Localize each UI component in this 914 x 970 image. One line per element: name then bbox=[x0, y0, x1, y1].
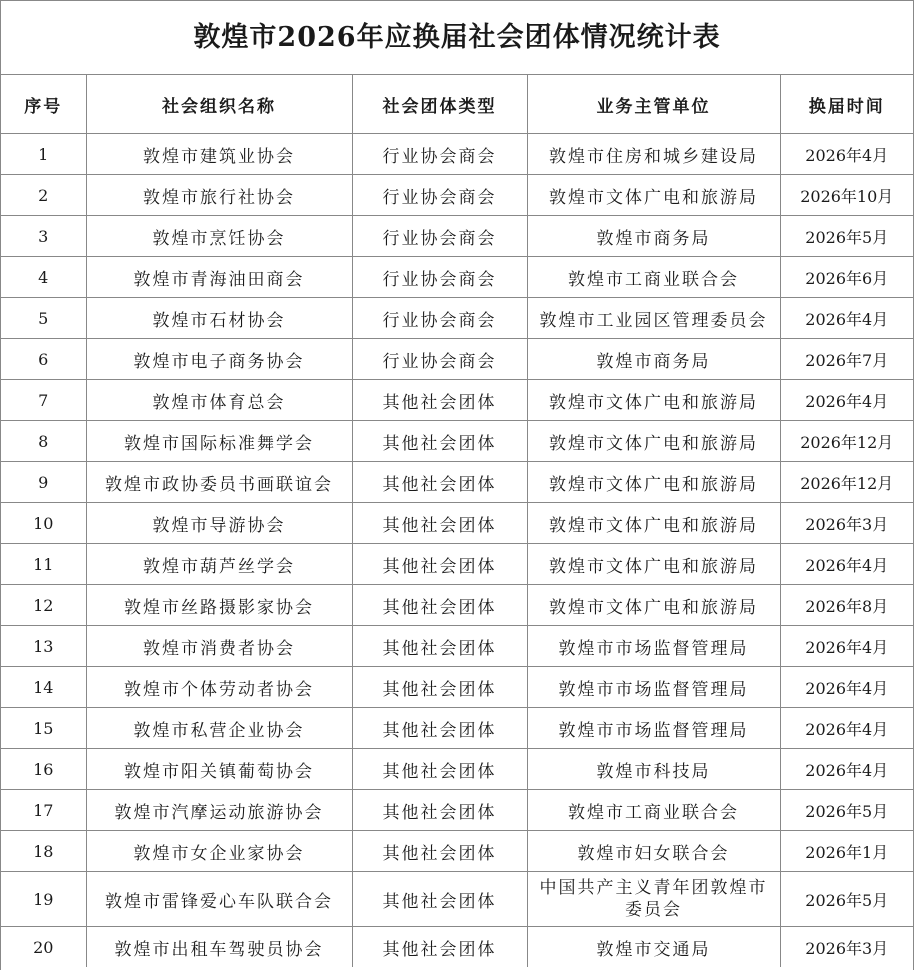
row-index-cell: 5 bbox=[1, 298, 86, 339]
row-authority-cell: 敦煌市商务局 bbox=[527, 216, 780, 257]
row-time-cell: 2026年3月 bbox=[780, 503, 913, 544]
row-authority-cell: 敦煌市工商业联合会 bbox=[527, 257, 780, 298]
table-row bbox=[1, 790, 913, 831]
row-name-cell: 敦煌市政协委员书画联谊会 bbox=[86, 462, 352, 503]
row-type-cell: 行业协会商会 bbox=[352, 257, 527, 298]
table-body bbox=[1, 134, 913, 968]
row-time-cell: 2026年4月 bbox=[780, 298, 913, 339]
row-type-cell: 行业协会商会 bbox=[352, 298, 527, 339]
page-title: 敦煌市2026年应换届社会团体情况统计表 bbox=[1, 1, 913, 75]
row-type-cell: 其他社会团体 bbox=[352, 585, 527, 626]
table-row bbox=[1, 257, 913, 298]
table-row bbox=[1, 380, 913, 421]
row-type-cell: 其他社会团体 bbox=[352, 421, 527, 462]
row-type-cell: 行业协会商会 bbox=[352, 216, 527, 257]
row-name-cell: 敦煌市消费者协会 bbox=[86, 626, 352, 667]
row-time-cell: 2026年6月 bbox=[780, 257, 913, 298]
row-time-cell: 2026年4月 bbox=[780, 626, 913, 667]
row-authority-cell: 敦煌市交通局 bbox=[527, 927, 780, 968]
table-row bbox=[1, 339, 913, 380]
row-index-cell: 9 bbox=[1, 462, 86, 503]
row-authority-cell: 敦煌市文体广电和旅游局 bbox=[527, 175, 780, 216]
row-authority-cell: 敦煌市妇女联合会 bbox=[527, 831, 780, 872]
row-time-cell: 2026年12月 bbox=[780, 462, 913, 503]
table-row bbox=[1, 462, 913, 503]
row-type-cell: 其他社会团体 bbox=[352, 462, 527, 503]
row-name-cell: 敦煌市烹饪协会 bbox=[86, 216, 352, 257]
row-name-cell: 敦煌市女企业家协会 bbox=[86, 831, 352, 872]
table-row bbox=[1, 503, 913, 544]
row-authority-cell: 敦煌市市场监督管理局 bbox=[527, 667, 780, 708]
header-type: 社会团体类型 bbox=[352, 75, 527, 134]
row-name-cell: 敦煌市出租车驾驶员协会 bbox=[86, 927, 352, 968]
table-row bbox=[1, 831, 913, 872]
row-authority-cell: 敦煌市文体广电和旅游局 bbox=[527, 421, 780, 462]
row-index-cell: 19 bbox=[1, 872, 86, 927]
table-row bbox=[1, 626, 913, 667]
header-index: 序号 bbox=[1, 75, 86, 134]
row-type-cell: 其他社会团体 bbox=[352, 708, 527, 749]
table-row bbox=[1, 708, 913, 749]
row-name-cell: 敦煌市葫芦丝学会 bbox=[86, 544, 352, 585]
row-index-cell: 1 bbox=[1, 134, 86, 175]
table-row bbox=[1, 872, 913, 927]
table-row bbox=[1, 421, 913, 462]
row-time-cell: 2026年5月 bbox=[780, 216, 913, 257]
row-authority-cell: 敦煌市文体广电和旅游局 bbox=[527, 503, 780, 544]
row-type-cell: 其他社会团体 bbox=[352, 872, 527, 927]
row-type-cell: 其他社会团体 bbox=[352, 749, 527, 790]
header-authority: 业务主管单位 bbox=[527, 75, 780, 134]
table-row bbox=[1, 216, 913, 257]
row-time-cell: 2026年1月 bbox=[780, 831, 913, 872]
row-name-cell: 敦煌市个体劳动者协会 bbox=[86, 667, 352, 708]
row-time-cell: 2026年12月 bbox=[780, 421, 913, 462]
row-authority-cell: 敦煌市住房和城乡建设局 bbox=[527, 134, 780, 175]
row-name-cell: 敦煌市旅行社协会 bbox=[86, 175, 352, 216]
row-type-cell: 行业协会商会 bbox=[352, 339, 527, 380]
row-time-cell: 2026年4月 bbox=[780, 544, 913, 585]
row-authority-cell: 敦煌市商务局 bbox=[527, 339, 780, 380]
row-type-cell: 其他社会团体 bbox=[352, 544, 527, 585]
row-authority-cell: 中国共产主义青年团敦煌市委员会 bbox=[527, 872, 780, 927]
row-index-cell: 8 bbox=[1, 421, 86, 462]
row-time-cell: 2026年4月 bbox=[780, 134, 913, 175]
row-name-cell: 敦煌市汽摩运动旅游协会 bbox=[86, 790, 352, 831]
row-time-cell: 2026年4月 bbox=[780, 380, 913, 421]
row-authority-cell: 敦煌市工商业联合会 bbox=[527, 790, 780, 831]
row-index-cell: 15 bbox=[1, 708, 86, 749]
table-row bbox=[1, 544, 913, 585]
row-authority-cell: 敦煌市文体广电和旅游局 bbox=[527, 544, 780, 585]
table-row bbox=[1, 749, 913, 790]
row-index-cell: 3 bbox=[1, 216, 86, 257]
row-authority-cell: 敦煌市文体广电和旅游局 bbox=[527, 585, 780, 626]
row-name-cell: 敦煌市石材协会 bbox=[86, 298, 352, 339]
row-time-cell: 2026年4月 bbox=[780, 667, 913, 708]
row-index-cell: 4 bbox=[1, 257, 86, 298]
row-authority-cell: 敦煌市科技局 bbox=[527, 749, 780, 790]
row-name-cell: 敦煌市阳关镇葡萄协会 bbox=[86, 749, 352, 790]
row-authority-cell: 敦煌市工业园区管理委员会 bbox=[527, 298, 780, 339]
row-index-cell: 6 bbox=[1, 339, 86, 380]
row-index-cell: 7 bbox=[1, 380, 86, 421]
row-type-cell: 其他社会团体 bbox=[352, 626, 527, 667]
row-type-cell: 行业协会商会 bbox=[352, 134, 527, 175]
table-row bbox=[1, 927, 913, 968]
table-row bbox=[1, 134, 913, 175]
row-type-cell: 其他社会团体 bbox=[352, 831, 527, 872]
row-authority-cell: 敦煌市市场监督管理局 bbox=[527, 626, 780, 667]
table-row bbox=[1, 585, 913, 626]
row-time-cell: 2026年4月 bbox=[780, 708, 913, 749]
table-row bbox=[1, 175, 913, 216]
row-index-cell: 16 bbox=[1, 749, 86, 790]
row-name-cell: 敦煌市私营企业协会 bbox=[86, 708, 352, 749]
header-name: 社会组织名称 bbox=[86, 75, 352, 134]
row-authority-cell: 敦煌市文体广电和旅游局 bbox=[527, 462, 780, 503]
row-type-cell: 其他社会团体 bbox=[352, 927, 527, 968]
row-authority-cell: 敦煌市文体广电和旅游局 bbox=[527, 380, 780, 421]
row-authority-cell: 敦煌市市场监督管理局 bbox=[527, 708, 780, 749]
row-index-cell: 14 bbox=[1, 667, 86, 708]
row-name-cell: 敦煌市丝路摄影家协会 bbox=[86, 585, 352, 626]
row-time-cell: 2026年7月 bbox=[780, 339, 913, 380]
row-time-cell: 2026年3月 bbox=[780, 927, 913, 968]
organizations-table bbox=[1, 75, 913, 967]
row-type-cell: 其他社会团体 bbox=[352, 380, 527, 421]
row-name-cell: 敦煌市导游协会 bbox=[86, 503, 352, 544]
row-time-cell: 2026年5月 bbox=[780, 872, 913, 927]
table-header-row bbox=[1, 75, 913, 134]
row-type-cell: 行业协会商会 bbox=[352, 175, 527, 216]
row-type-cell: 其他社会团体 bbox=[352, 667, 527, 708]
table-row bbox=[1, 298, 913, 339]
row-name-cell: 敦煌市青海油田商会 bbox=[86, 257, 352, 298]
row-name-cell: 敦煌市雷锋爱心车队联合会 bbox=[86, 872, 352, 927]
row-time-cell: 2026年10月 bbox=[780, 175, 913, 216]
row-time-cell: 2026年4月 bbox=[780, 749, 913, 790]
table-row bbox=[1, 667, 913, 708]
row-index-cell: 18 bbox=[1, 831, 86, 872]
row-time-cell: 2026年8月 bbox=[780, 585, 913, 626]
row-index-cell: 11 bbox=[1, 544, 86, 585]
row-type-cell: 其他社会团体 bbox=[352, 790, 527, 831]
header-time: 换届时间 bbox=[780, 75, 913, 134]
row-type-cell: 其他社会团体 bbox=[352, 503, 527, 544]
row-index-cell: 10 bbox=[1, 503, 86, 544]
row-time-cell: 2026年5月 bbox=[780, 790, 913, 831]
row-index-cell: 2 bbox=[1, 175, 86, 216]
row-name-cell: 敦煌市电子商务协会 bbox=[86, 339, 352, 380]
row-index-cell: 17 bbox=[1, 790, 86, 831]
row-name-cell: 敦煌市国际标准舞学会 bbox=[86, 421, 352, 462]
row-name-cell: 敦煌市建筑业协会 bbox=[86, 134, 352, 175]
row-index-cell: 13 bbox=[1, 626, 86, 667]
row-index-cell: 12 bbox=[1, 585, 86, 626]
row-name-cell: 敦煌市体育总会 bbox=[86, 380, 352, 421]
row-index-cell: 20 bbox=[1, 927, 86, 968]
